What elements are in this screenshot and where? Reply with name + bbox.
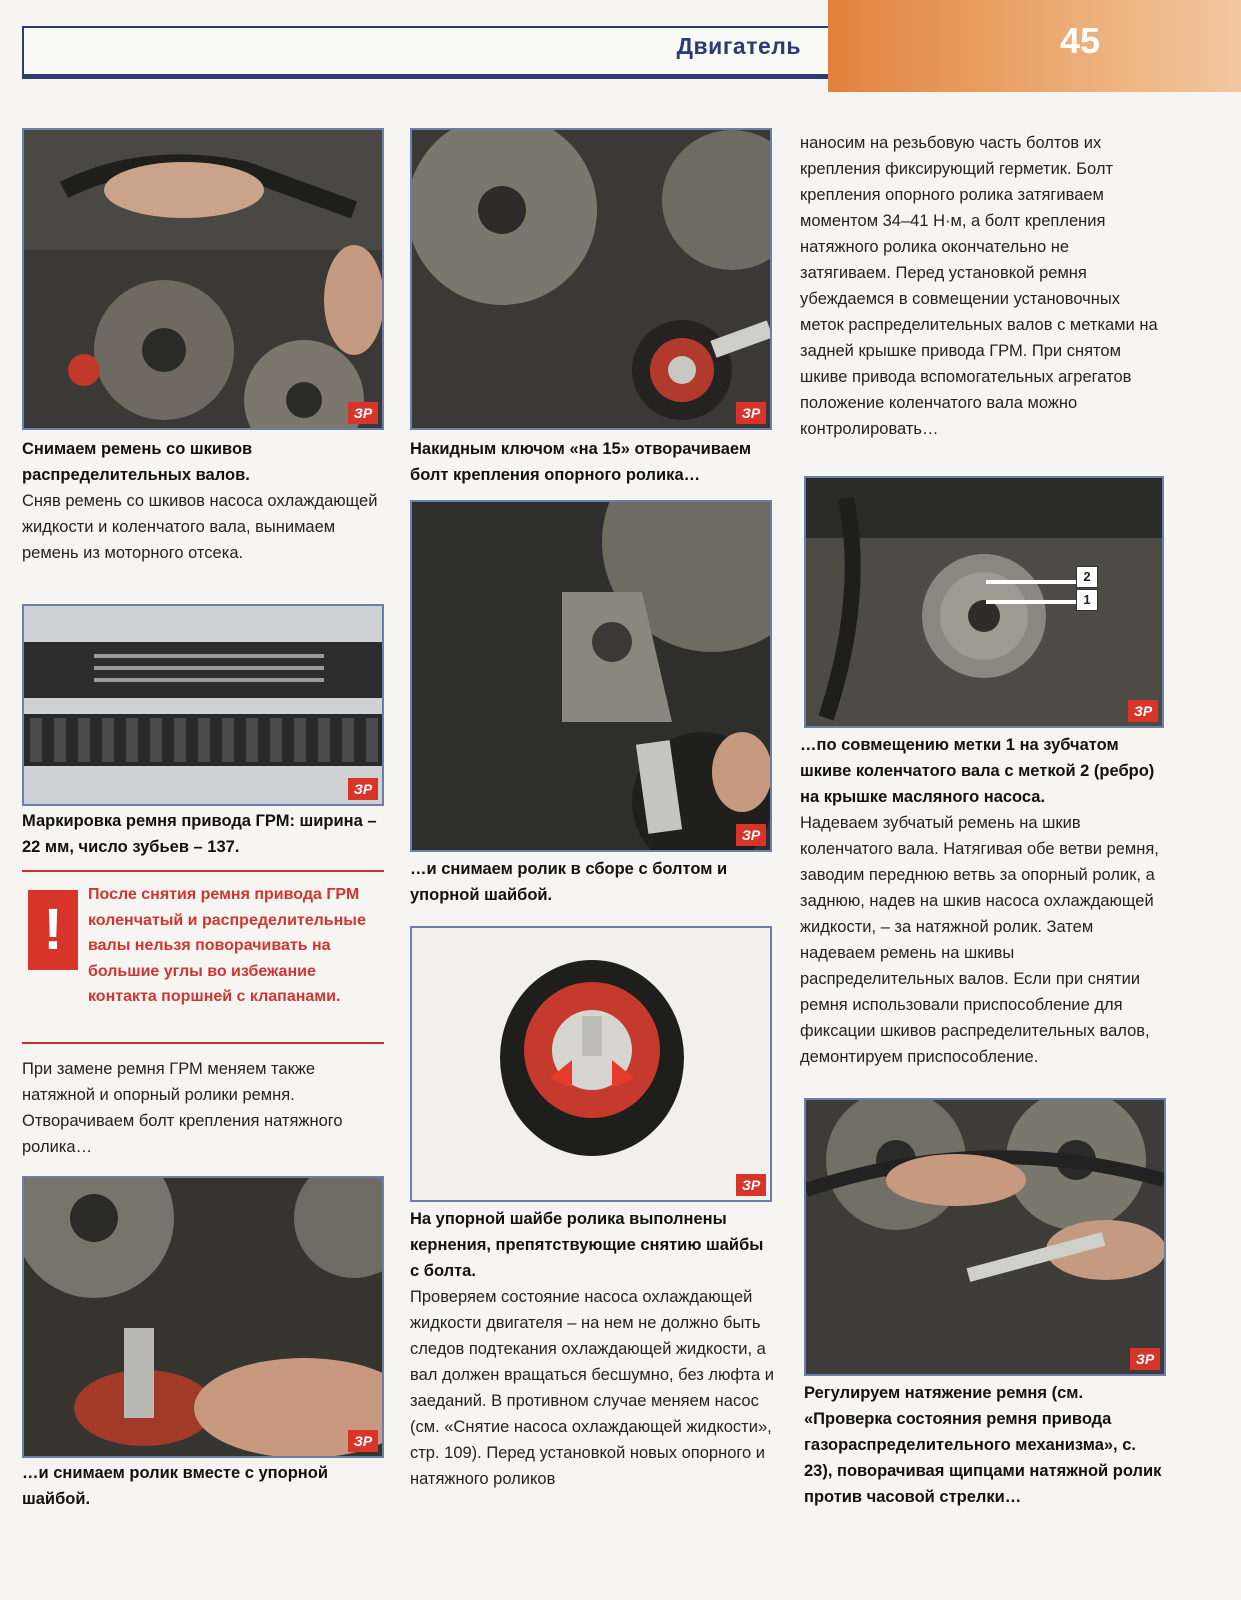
publisher-logo: ЗР xyxy=(1130,1348,1160,1370)
section-title: Двигатель xyxy=(676,33,801,59)
publisher-logo: ЗР xyxy=(1128,700,1158,722)
exclamation-icon: ! xyxy=(28,890,78,970)
page-number: 45 xyxy=(1060,20,1101,61)
publisher-logo: ЗР xyxy=(736,1174,766,1196)
caption-tensioner-removed: …и снимаем ролик вместе с упорной шайбой. xyxy=(22,1464,328,1508)
photo-crankshaft-marks xyxy=(804,476,1164,728)
publisher-logo: ЗР xyxy=(348,778,378,800)
photo-camshaft-belt-removal xyxy=(22,128,384,430)
text-belt-removal: Сняв ремень со шкивов насоса охлаждающей жидкости и коленчатого вала, вынимаем ремень из моторного отсека. xyxy=(22,492,378,562)
photo-roller-washer xyxy=(410,926,772,1202)
photo-idler-removed xyxy=(410,500,772,852)
text-roller-replacement: При замене ремня ГРМ меняем также натяжной и опорный ролики ремня. Отворачиваем болт крепления натяжного ролика… xyxy=(22,1060,343,1156)
marker-2: 2 xyxy=(1076,566,1098,588)
photo-idler-bolt-wrench xyxy=(410,128,772,430)
caption-idler-assembly: …и снимаем ролик в сборе с болтом и упорной шайбой. xyxy=(410,860,728,904)
caption-idler-bolt: Накидным ключом «на 15» отворачиваем болт крепления опорного ролика… xyxy=(410,440,752,484)
publisher-logo: ЗР xyxy=(348,1430,378,1452)
caption-tensioning: Регулируем натяжение ремня (см. «Проверка состояния ремня привода газораспределительного механизма», с. 23), поворачивая щипцами натяжной ролик против часовой стрелки… xyxy=(804,1384,1162,1506)
caption-crankshaft-marks: …по совмещению метки 1 на зубчатом шкиве коленчатого вала с меткой 2 (ребро) на крышке масляного насоса. xyxy=(800,736,1155,806)
caption-belt-marking: Маркировка ремня привода ГРМ: ширина – 22 мм, число зубьев – 137. xyxy=(22,812,377,856)
text-belt-install: Надеваем зубчатый ремень на шкив коленчатого вала. Натягивая обе ветви ремня, заводим переднюю ветвь за опорный ролик, а заднюю, надев на шкив насоса охлаждающей жидкости, – за натяжной ролик. Затем надеваем ремень на шкивы распределительных валов. Если при снятии ремня использовали приспособление для фиксации шкивов распределительных валов, демонтируем приспособление. xyxy=(800,814,1159,1066)
page-tab xyxy=(828,0,1241,92)
warning-box xyxy=(22,870,384,1044)
photo-belt-tensioning xyxy=(804,1098,1166,1376)
header-rule xyxy=(22,74,828,79)
text-pump-check: Проверяем состояние насоса охлаждающей жидкости двигателя – на нем не должно быть следов подтекания охлаждающей жидкости, а вал должен вращаться бесшумно, без люфта и заеданий. В противном случае меняем насос (см. «Снятие насоса охлаждающей жидкости», стр. 109). Перед установкой новых опорного и натяжного роликов xyxy=(410,1288,774,1488)
caption-washer-punches: На упорной шайбе ролика выполнены кернения, препятствующие снятию шайбы с болта. xyxy=(410,1210,764,1280)
photo-belt-marking xyxy=(22,604,384,806)
text-sealant-torque: наносим на резьбовую часть болтов их крепления фиксирующий герметик. Болт крепления опорного ролика затягиваем моментом 34–41 Н·м, а болт крепления натяжного ролика окончательно не затягиваем. Перед установкой ремня убеждаемся в совмещении установочных меток распределительных валов с метками на задней крышке привода ГРМ. При снятом шкиве привода вспомогательных агрегатов положение коленчатого вала можно контролировать… xyxy=(800,134,1158,438)
marker-1: 1 xyxy=(1076,589,1098,611)
photo-tensioner-removal xyxy=(22,1176,384,1458)
warning-text: После снятия ремня привода ГРМ коленчатый и распределительные валы нельзя поворачивать на большие углы во избежание контакта поршней с клапанами. xyxy=(88,886,366,1005)
caption-camshaft-belt: Снимаем ремень со шкивов распределительных валов. xyxy=(22,440,253,484)
publisher-logo: ЗР xyxy=(348,402,378,424)
publisher-logo: ЗР xyxy=(736,824,766,846)
publisher-logo: ЗР xyxy=(736,402,766,424)
